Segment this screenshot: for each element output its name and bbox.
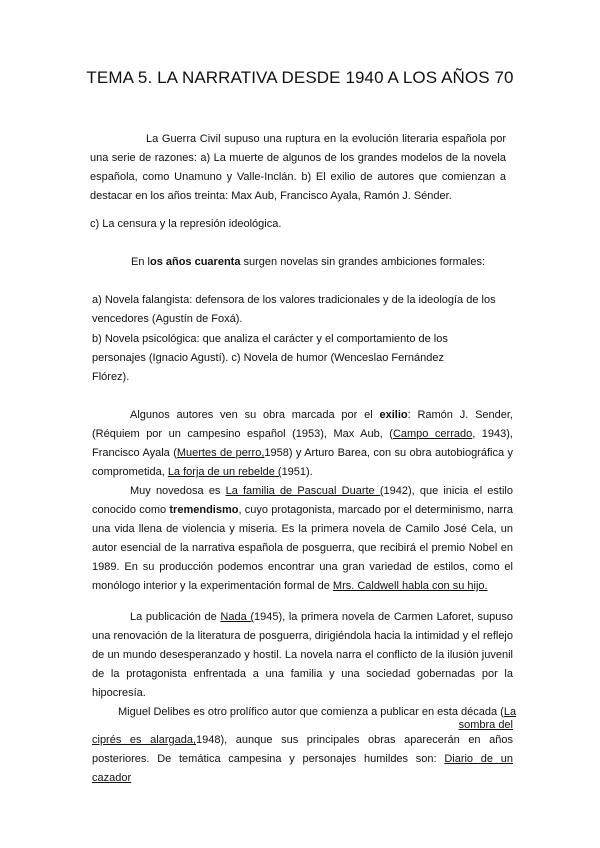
delibes-title-diario: Diario de un cazador xyxy=(92,753,513,784)
exilio-text-1: Algunos autores ven su obra marcada por el xyxy=(130,409,380,421)
list-item-a-text: a) Novela falangista: defensora de los valores tradicionales y de la ideología de los vencedores (Agustín de Foxá). xyxy=(92,294,496,325)
cuarenta-pre: En l xyxy=(131,256,150,268)
list-item-b xyxy=(92,330,464,387)
exilio-text-4: 1958) y Arturo Barea, con su obra autobiográfica y comprometida, xyxy=(92,447,513,478)
exilio-title-campo: Campo cerrado xyxy=(392,428,473,440)
cuarenta-post: surgen novelas sin grandes ambiciones formales: xyxy=(240,256,486,268)
exilio-title-muertes: Muertes de perro, xyxy=(176,447,265,459)
delibes-title-sombra: sombra del xyxy=(458,719,513,731)
pascual-paragraph xyxy=(92,482,513,596)
exilio-paragraph xyxy=(92,406,513,482)
nada-title: Nada ( xyxy=(220,611,254,623)
exilio-bold: exilio xyxy=(379,409,408,421)
delibes-text-2: 1948), aunque sus principales obras aparecerán en años posteriores. De temática campesina y personajes humildes son: xyxy=(92,734,513,765)
delibes-title-la: La xyxy=(503,706,517,718)
nada-paragraph xyxy=(92,608,513,703)
exilio-text-3: , 1943), Francisco Ayala ( xyxy=(92,428,513,459)
intro-text: La Guerra Civil supuso una ruptura en la evolución literaria española por una serie de razones: a) La muerte de algunos de los grandes modelos de la novela española, como Unamuno y Valle-Inclán. b) El exilio de autores que comienzan a destacar en los años treinta: Max Aub, Francisco Ayala, Ramón J. Sénder. xyxy=(90,133,506,202)
list-item-a xyxy=(92,291,510,329)
pascual-title-caldwell: Mrs. Caldwell habla con su hijo. xyxy=(332,580,488,592)
intro-item-c: c) La censura y la represión ideológica. xyxy=(90,218,282,230)
exilio-title-forja: La forja de un rebelde ( xyxy=(167,466,282,478)
exilio-text-2: : Ramón J. Sender, (Réquiem por un campesino español (1953), Max Aub, ( xyxy=(92,409,513,440)
delibes-line-3 xyxy=(92,731,513,788)
delibes-line-1 xyxy=(92,703,517,722)
nada-text-2: 1945), la primera novela de Carmen Laforet, supuso una renovación de la literatura de posguerra, dirigiéndola hacia la intimidad y el reflejo de un mundo desesperanzado y hostil. La novela narra el conflicto de la ilusión juvenil de la protagonista enfrentada a una familia y una sociedad gobernadas por la hipocresía. xyxy=(92,611,513,699)
list-item-b-text: b) Novela psicológica: que analiza el carácter y el comportamiento de los personajes (Ignacio Agustí). c) Novela de humor (Wenceslao Fernández Flórez). xyxy=(92,333,448,383)
pascual-text-1: Muy novedosa es xyxy=(130,485,226,497)
pascual-bold: tremendismo xyxy=(169,504,239,516)
delibes-paragraph xyxy=(92,703,517,788)
cuarenta-paragraph xyxy=(131,253,531,272)
delibes-text-1: Miguel Delibes es otro prolífico autor que comienza a publicar en esta década ( xyxy=(118,706,504,718)
pascual-text-3: , cuyo protagonista, marcado por el determinismo, narra una vida llena de violencia y miseria. Es la primera novela de Camilo José Cela, un autor esencial de la narrativa española de posguerra, que recibirá el premio Nobel en 1989. En su producción podemos encontrar una gran variedad de estilos, como el monólogo interior y la experimentación formal de xyxy=(92,504,513,592)
cuarenta-bold: os años cuarenta xyxy=(149,256,241,268)
delibes-title-cipres: ciprés es alargada, xyxy=(92,734,197,746)
pascual-text-2: 1942), que inicia el estilo conocido como xyxy=(92,485,513,516)
exilio-text-5: 1951). xyxy=(281,466,313,478)
pascual-title: La familia de Pascual Duarte ( xyxy=(225,485,384,497)
nada-text-1: La publicación de xyxy=(130,611,221,623)
intro-paragraph xyxy=(90,130,506,206)
page-title: TEMA 5. LA NARRATIVA DESDE 1940 A LOS AÑOS 70 xyxy=(86,68,514,87)
